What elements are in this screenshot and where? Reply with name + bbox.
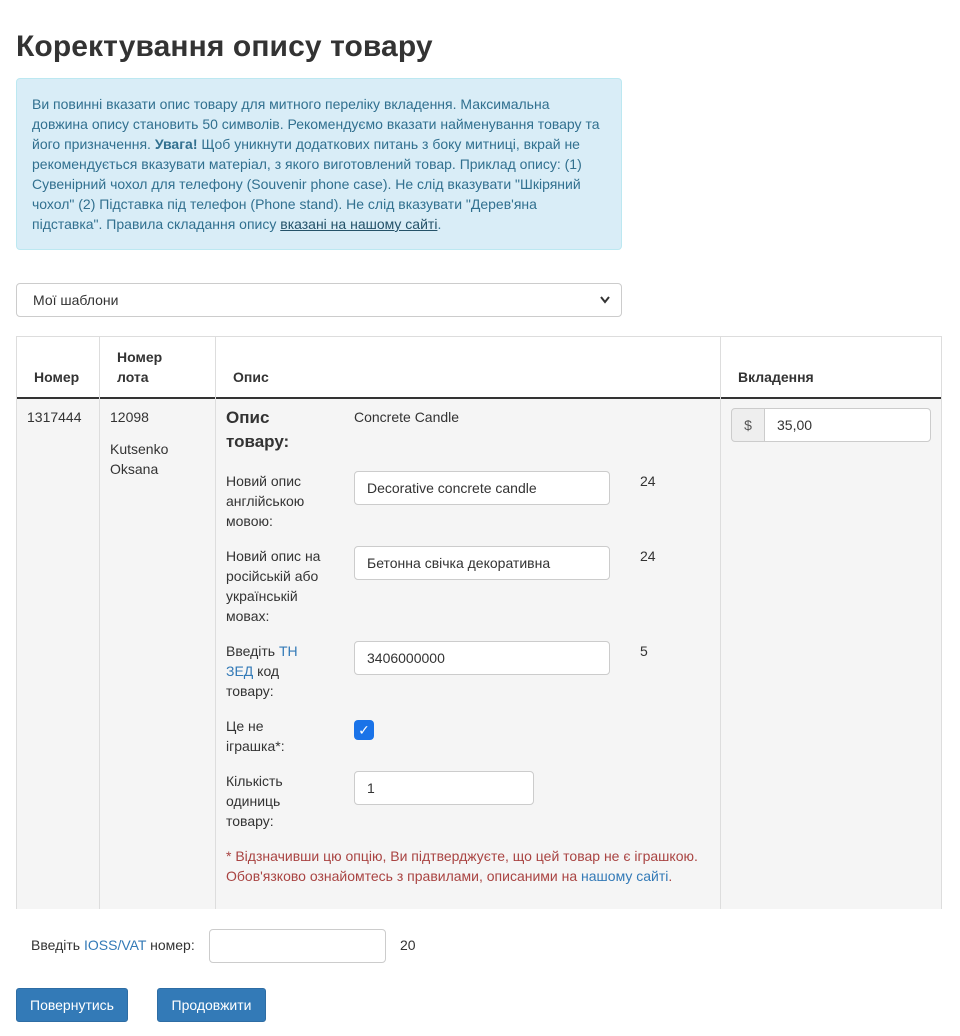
items-table bbox=[16, 336, 942, 909]
ua-description-input[interactable]: Бетонна свічка декоративна bbox=[354, 546, 610, 580]
en-label-line1: Новий опис bbox=[226, 473, 302, 489]
ioss-vat-link[interactable]: IOSS/VAT bbox=[83, 937, 147, 953]
hs-label-post: код bbox=[253, 663, 280, 679]
en-label-line2: англійською bbox=[226, 493, 305, 509]
back-button[interactable]: Повернутись bbox=[16, 988, 128, 1022]
page-title: Коректування опису товару bbox=[16, 30, 433, 63]
info-alert bbox=[16, 78, 622, 250]
hs-char-count: 5 bbox=[640, 643, 648, 659]
desc-label-line1: Опис bbox=[226, 408, 270, 427]
ua-char-count: 24 bbox=[640, 548, 656, 564]
ioss-label-post: номер: bbox=[146, 937, 195, 953]
qty-label-line2: одиниць bbox=[226, 793, 281, 809]
col-divider bbox=[16, 337, 17, 909]
templates-select[interactable] bbox=[16, 283, 622, 317]
ru-label-line1: Новий опис на bbox=[226, 548, 321, 564]
header-attachment: Вкладення bbox=[738, 369, 814, 385]
header-number: Номер bbox=[34, 369, 80, 385]
ioss-input[interactable] bbox=[209, 929, 386, 963]
templates-selected-value: Мої шаблони bbox=[33, 292, 119, 308]
ioss-label-pre: Введіть bbox=[31, 937, 84, 953]
col-divider bbox=[215, 337, 216, 909]
desc-label-line2: товару: bbox=[226, 432, 290, 451]
ioss-char-count: 20 bbox=[400, 937, 416, 953]
desc-current-value: Concrete Candle bbox=[354, 409, 460, 425]
table-header bbox=[16, 337, 942, 399]
ru-label-line2: російській або bbox=[226, 568, 319, 584]
col-divider bbox=[99, 337, 100, 909]
ru-label-line4: мовах: bbox=[226, 608, 270, 624]
continue-button[interactable]: Продовжити bbox=[157, 988, 266, 1022]
header-lot-line2: лота bbox=[117, 369, 149, 385]
col-divider bbox=[941, 337, 942, 909]
row-owner-first: Kutsenko bbox=[110, 441, 169, 457]
alert-rules-link[interactable]: вказані на нашому сайті bbox=[280, 216, 438, 232]
row-lot: 12098 bbox=[110, 409, 149, 425]
header-description: Опис bbox=[233, 369, 269, 385]
hs-label-line3: товару: bbox=[226, 683, 274, 699]
hs-label-pre: Введіть bbox=[226, 643, 279, 659]
toy-note-line2 bbox=[226, 866, 672, 886]
toy-label-line2: іграшка*: bbox=[226, 738, 285, 754]
toy-note-line1: * Відзначивши цю опцію, Ви підтверджуєте, що цей товар не є іграшкою. bbox=[226, 848, 698, 864]
alert-text-1: Ви повинні вказати опис товару для митного переліку вкладення. Максимальна довжина опису становить 50 символів. Рекомендуємо вказати найменування товару та його призначення. bbox=[32, 96, 600, 152]
header-lot-line1: Номер bbox=[117, 349, 163, 365]
not-toy-checkbox[interactable]: ✓ bbox=[354, 720, 374, 740]
amount-input[interactable]: 35,00 bbox=[764, 408, 931, 442]
hs-code-input[interactable]: 3406000000 bbox=[354, 641, 610, 675]
alert-warning-bold: Увага! bbox=[154, 136, 198, 152]
en-label-line3: мовою: bbox=[226, 513, 273, 529]
alert-end: . bbox=[437, 216, 442, 232]
toy-label-line1: Це не bbox=[226, 718, 264, 734]
toy-note-text: Обов'язково ознайомтесь з правилами, описаними на bbox=[226, 868, 582, 884]
en-char-count: 24 bbox=[640, 473, 656, 489]
hs-label-line1 bbox=[226, 641, 298, 661]
table-row bbox=[16, 399, 942, 909]
col-divider bbox=[720, 337, 721, 909]
quantity-input[interactable]: 1 bbox=[354, 771, 534, 805]
alert-text-2: Щоб уникнути додаткових питань з боку митниці, вкрай не рекомендується вказувати матеріал, з якого виготовлений товар. Приклад опису: (1) Сувенірний чохол для телефону (Souvenir phone case). Не слід вказувати "Шкіряний чохол" (2) Підставка під телефон (Phone stand). Не слід вказувати "Дерев'яна підставка". Правила складання опису bbox=[32, 136, 582, 232]
toy-note-site-link[interactable]: нашому сайті bbox=[581, 868, 669, 884]
hs-code-link-part1[interactable]: ТН bbox=[278, 643, 298, 659]
qty-label-line1: Кількість bbox=[226, 773, 283, 789]
ioss-label bbox=[31, 935, 195, 955]
hs-code-link-part2[interactable]: ЗЕД bbox=[226, 663, 254, 679]
row-owner-last: Oksana bbox=[110, 461, 159, 477]
qty-label-line3: товару: bbox=[226, 813, 274, 829]
row-number: 1317444 bbox=[27, 409, 82, 425]
en-description-input[interactable]: Decorative concrete candle bbox=[354, 471, 610, 505]
chevron-down-icon bbox=[599, 284, 611, 328]
ru-label-line3: українській bbox=[226, 588, 298, 604]
hs-label-line2 bbox=[226, 661, 279, 681]
toy-note-end: . bbox=[668, 868, 673, 884]
currency-addon: $ bbox=[731, 408, 765, 442]
